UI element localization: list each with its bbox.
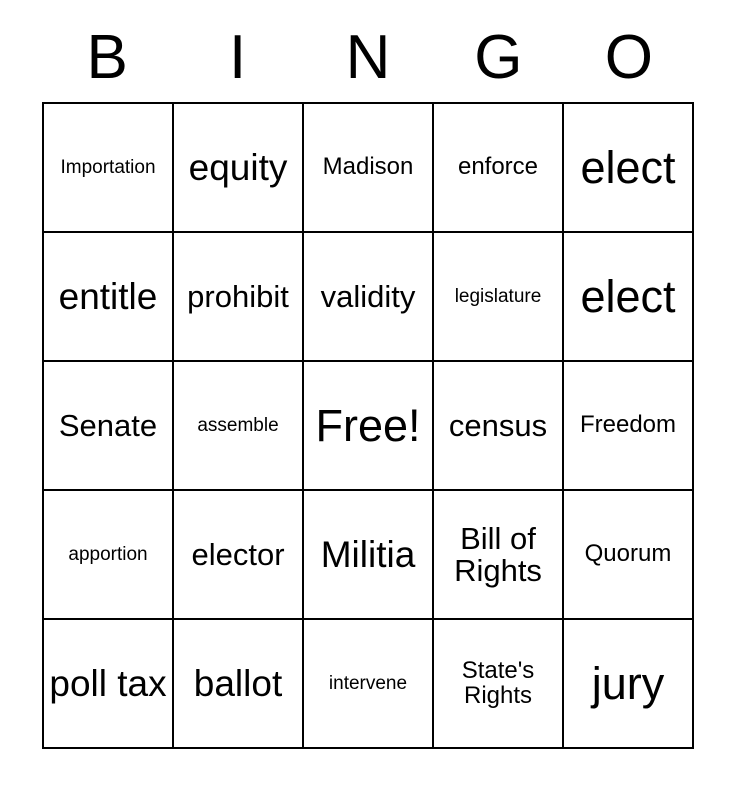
bingo-cell-label: Senate — [58, 407, 158, 443]
bingo-cell[interactable] — [44, 620, 174, 749]
bingo-header-letter-i: I — [228, 23, 247, 92]
bingo-cell-label: prohibit — [187, 278, 289, 314]
bingo-cell-label: equity — [188, 146, 288, 188]
bingo-cell[interactable] — [304, 491, 434, 620]
bingo-cell[interactable] — [434, 233, 564, 362]
bingo-cell-label: census — [448, 407, 548, 443]
bingo-cell-label: elect — [580, 141, 676, 193]
bingo-cell[interactable] — [564, 362, 694, 491]
bingo-cell[interactable] — [174, 362, 304, 491]
bingo-header-letter-g: G — [474, 23, 523, 92]
bingo-cell[interactable] — [44, 233, 174, 362]
bingo-cell-label: elect — [580, 270, 676, 322]
bingo-cell[interactable] — [174, 233, 304, 362]
bingo-cell-label: assemble — [197, 414, 279, 436]
bingo-cell-label: Madison — [322, 153, 414, 181]
bingo-cell-label: Bill of Rights — [454, 520, 542, 588]
bingo-cell-label: legislature — [454, 285, 542, 307]
bingo-cell[interactable] — [44, 104, 174, 233]
bingo-cell-label: entitle — [58, 275, 158, 317]
bingo-cell[interactable] — [434, 491, 564, 620]
bingo-cell[interactable] — [304, 233, 434, 362]
bingo-cell-label: validity — [320, 278, 416, 314]
bingo-grid — [42, 102, 694, 749]
bingo-cell-label: Freedom — [579, 411, 677, 439]
bingo-cell-label: jury — [591, 657, 665, 709]
bingo-cell[interactable] — [174, 620, 304, 749]
bingo-cell[interactable] — [174, 104, 304, 233]
bingo-cell-label: Free! — [315, 399, 421, 451]
bingo-header-letter-b: B — [86, 23, 128, 92]
bingo-cell-label: Militia — [320, 533, 416, 575]
bingo-cell[interactable] — [304, 620, 434, 749]
bingo-cell-free[interactable] — [304, 362, 434, 491]
bingo-cell-label: elector — [191, 536, 285, 572]
bingo-cell-label: enforce — [457, 153, 539, 181]
bingo-cell-label: Quorum — [584, 540, 672, 568]
bingo-cell[interactable] — [304, 104, 434, 233]
bingo-cell[interactable] — [564, 104, 694, 233]
bingo-cell[interactable] — [174, 491, 304, 620]
bingo-cell-label: State's Rights — [461, 657, 535, 709]
bingo-cell-label: apportion — [68, 543, 148, 565]
bingo-cell-label: Importation — [60, 156, 156, 178]
bingo-cell[interactable] — [44, 491, 174, 620]
bingo-cell[interactable] — [564, 620, 694, 749]
bingo-cell[interactable] — [434, 620, 564, 749]
bingo-cell[interactable] — [434, 104, 564, 233]
bingo-header-letter-n: N — [345, 23, 391, 92]
bingo-header-letter-o: O — [604, 23, 653, 92]
bingo-cell[interactable] — [564, 491, 694, 620]
bingo-header — [42, 0, 694, 94]
bingo-cell-label: ballot — [193, 662, 283, 704]
bingo-cell[interactable] — [564, 233, 694, 362]
bingo-cell-label: poll tax — [49, 662, 167, 704]
bingo-cell[interactable] — [44, 362, 174, 491]
bingo-cell-label: intervene — [328, 672, 408, 694]
bingo-cell[interactable] — [434, 362, 564, 491]
